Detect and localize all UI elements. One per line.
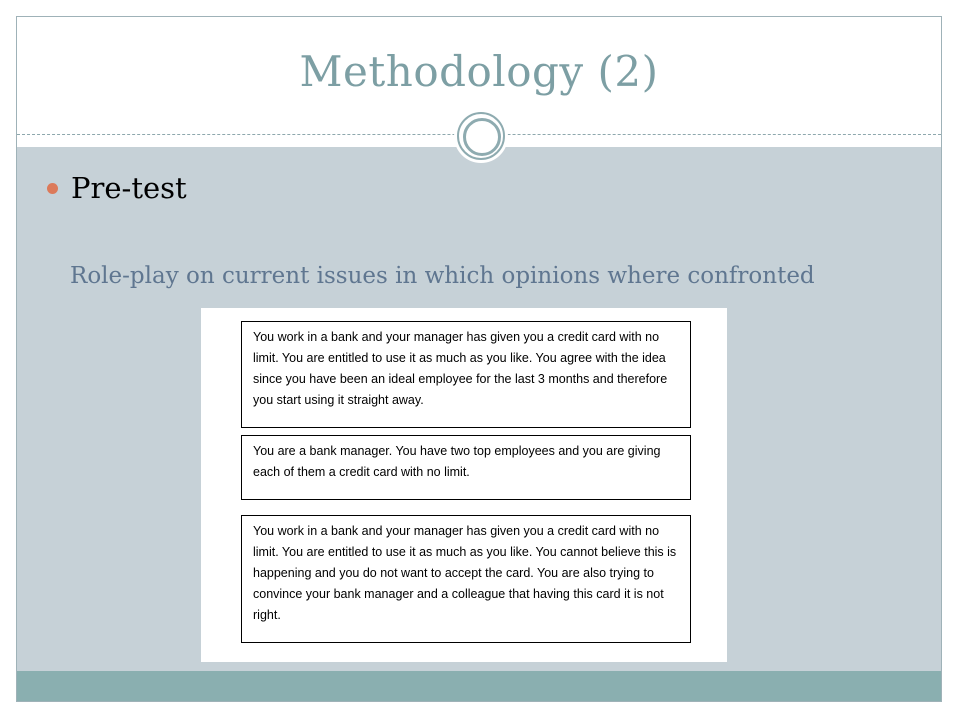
- slide: [16, 16, 942, 702]
- slide-title: Methodology (2): [299, 47, 659, 96]
- double-ring-icon: [454, 109, 508, 163]
- bullet-dot-icon: [47, 183, 58, 194]
- role-card-2: You are a bank manager. You have two top employees and you are giving each of them a credit card with no limit.: [241, 435, 691, 500]
- content-area: [17, 147, 941, 671]
- role-card-3: You work in a bank and your manager has given you a credit card with no limit. You are entitled to use it as much as you like. You cannot believe this is happening and you do not want to accept the card. You are also trying to convince your bank manager and a colleague that having this card it is not right.: [241, 515, 691, 643]
- bullet-subtext: Role-play on current issues in which opinions where confronted: [70, 263, 815, 289]
- bullet-item: [47, 171, 187, 205]
- footer-bar: [17, 671, 941, 702]
- bullet-text: Pre-test: [71, 171, 187, 205]
- role-play-cards-image: [201, 308, 727, 662]
- ring-inner: [463, 118, 501, 156]
- role-card-1: You work in a bank and your manager has given you a credit card with no limit. You are entitled to use it as much as you like. You agree with the idea since you have been an ideal employee for the last 3 months and therefore you start using it straight away.: [241, 321, 691, 428]
